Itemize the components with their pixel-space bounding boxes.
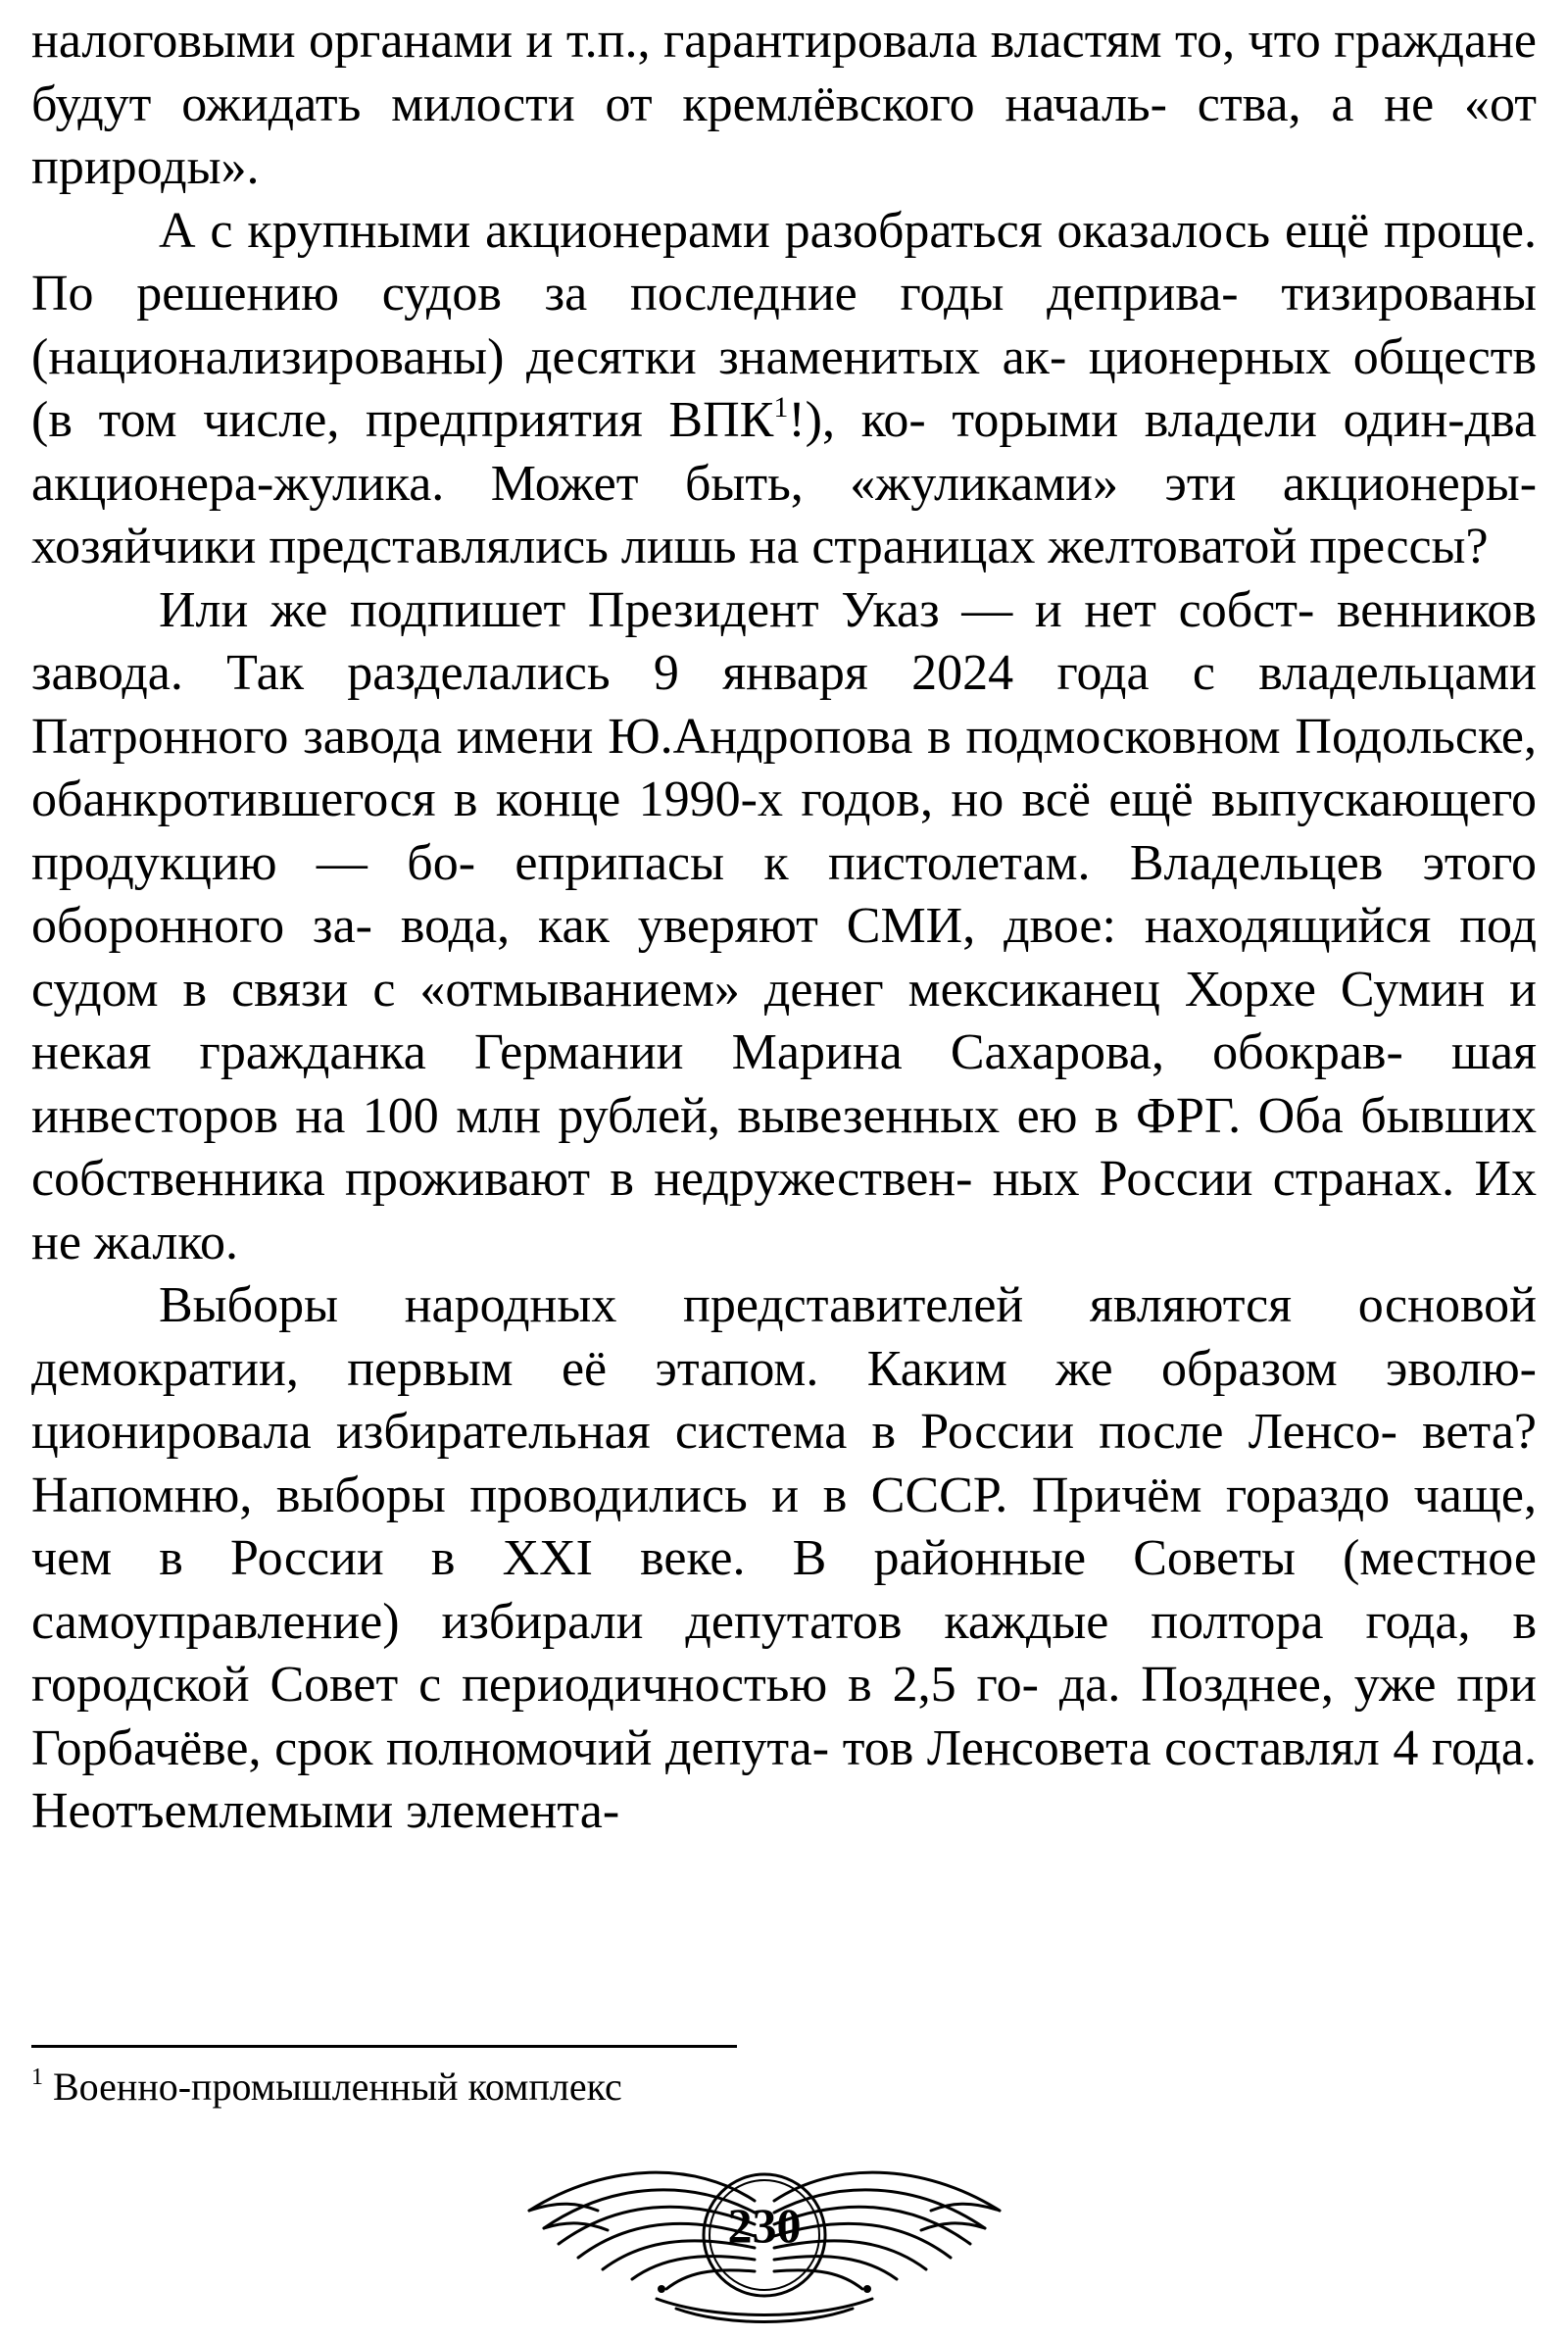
text-line: Выборы народных представителей являются основой [159, 1277, 1537, 1333]
paragraph-3 [31, 579, 1537, 1275]
footnote-divider [31, 2045, 737, 2048]
text-line: ства, а не «от природы». [31, 75, 1538, 195]
text-line: А с крупными акционерами разобраться оказалось [159, 202, 1271, 259]
text-line-continuation: !), ко- [788, 392, 926, 448]
footnote-reference[interactable]: 1 [773, 391, 789, 423]
text-line: 1990-х годов, но всё ещё выпускающего продукцию — бо- [31, 771, 1537, 891]
text-line: лишь на страницах желтоватой прессы? [620, 519, 1489, 574]
text-line: Или же подпишет Президент Указ — и нет собст- [159, 581, 1315, 638]
text-line: тов Ленсовета составлял 4 года. Неотъемлемыми элемента- [31, 1719, 1537, 1839]
text-line: гораздо чаще, чем в России в XXI веке. В районные Советы [31, 1467, 1538, 1586]
text-line: ных России странах. Их не жалко. [31, 1151, 1538, 1270]
paragraph-1 [31, 10, 1537, 200]
text-line: подмосковном Подольске, обанкротившегося в конце [31, 708, 1538, 827]
text-line: торыми владели один-два акционера-жулика. Может быть, [31, 392, 1537, 512]
text-line: граждане будут ожидать милости от кремлёвского началь- [31, 13, 1537, 132]
text-line: демократии, первым её этапом. Каким же образом эволю- [31, 1340, 1537, 1397]
footnote-mark: 1 [31, 2064, 43, 2090]
footnote [31, 2064, 622, 2111]
text-line: еприпасы к пистолетам. Владельцев этого оборонного за- [31, 834, 1537, 954]
text-line: некая гражданка Германии Марина Сахарова, обокрав- [31, 1024, 1403, 1080]
paragraph-2 [31, 200, 1537, 579]
text-line: ционерных обществ (в том числе, предприятия ВПК [31, 328, 1538, 448]
text-line: шая инвесторов на 100 млн рублей, вывезенных ею в ФРГ. [31, 1024, 1538, 1144]
main-text [31, 10, 1537, 1844]
text-line: ционировала избирательная система в России после Ленсо- [31, 1404, 1397, 1460]
text-line: связи с «отмыванием» денег мексиканец Хорхе Сумин и [231, 961, 1538, 1018]
text-line: венников завода. Так разделались 9 января 2024 года с [31, 581, 1537, 701]
paragraph-4 [31, 1274, 1537, 1844]
text-line: владельцами Патронного завода имени Ю.Андропова в [31, 645, 1538, 765]
text-line: вода, как уверяют СМИ, двое: находящийся под судом в [31, 898, 1538, 1018]
text-line: вета? Напомню, выборы проводились и в СССР. Причём [31, 1404, 1538, 1523]
footnote-text: Военно-промышленный комплекс [53, 2064, 622, 2109]
text-line: тизированы (национализированы) десятки знаменитых ак- [31, 266, 1537, 385]
page-number: 230 [727, 2198, 802, 2253]
text-line: (местное самоуправление) избирали депутатов каждые [31, 1530, 1538, 1650]
text-line: ещё проще. По решению судов за последние годы деприва- [31, 202, 1538, 322]
text-line: Оба бывших собственника проживают в недружествен- [31, 1087, 1538, 1207]
page-body [31, 10, 1537, 1844]
text-line: полтора года, в городской Совет с периодичностью в 2,5 го- [31, 1593, 1537, 1713]
text-line: «жуликами» эти акционеры-хозяйчики представлялись [31, 455, 1538, 574]
text-line: да. Позднее, уже при Горбачёве, срок полномочий депута- [31, 1657, 1537, 1776]
text-line: налоговыми органами и т.п., гарантировала властям то, что [31, 13, 1321, 69]
